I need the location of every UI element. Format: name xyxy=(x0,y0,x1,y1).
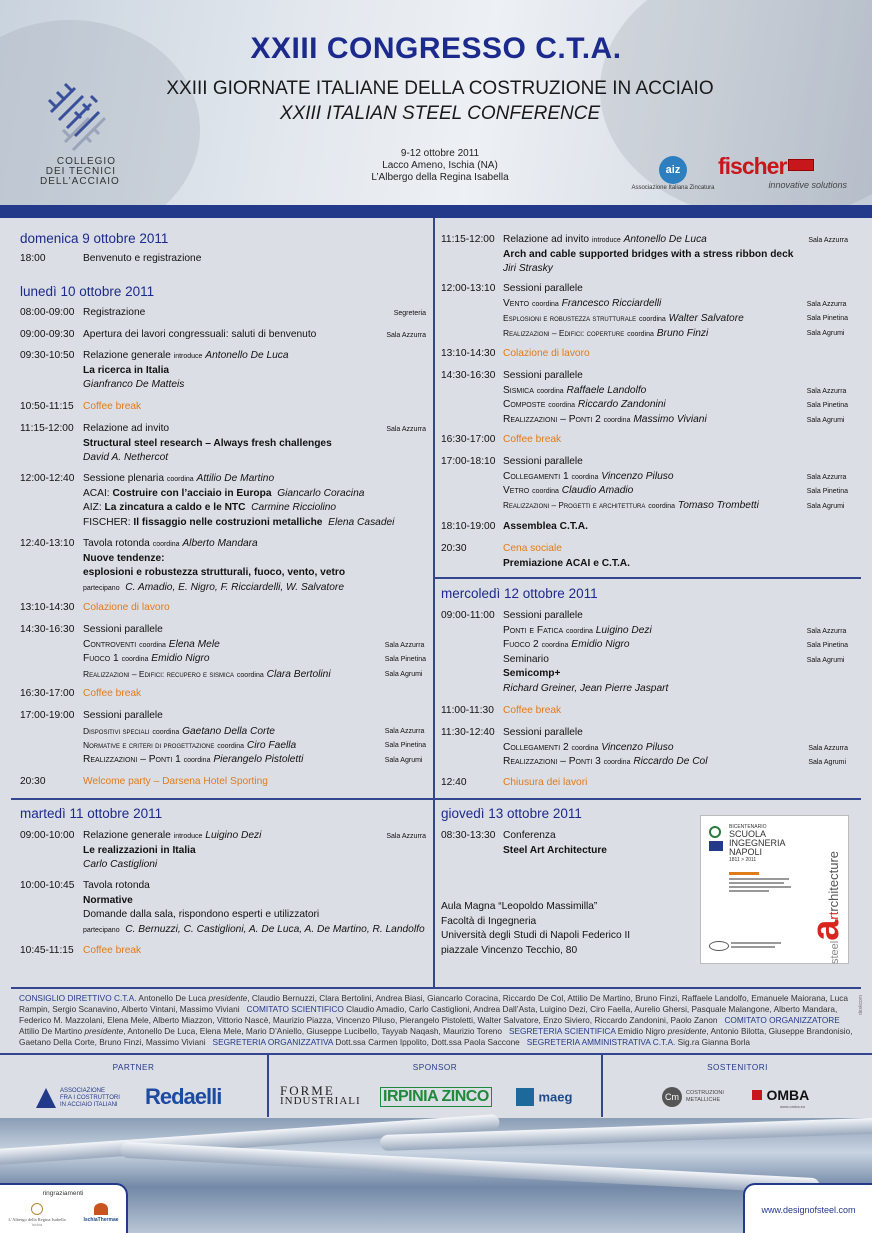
thermae-icon xyxy=(94,1203,108,1215)
event-place: Lacco Ameno, Ischia (NA) xyxy=(382,160,498,171)
subtitle-italian: XXIII GIORNATE ITALIANE DELLA COSTRUZIONE IN ACCIAIO xyxy=(166,78,714,99)
fischer-badge-icon xyxy=(788,159,814,171)
partner-label: PARTNER xyxy=(112,1063,155,1072)
poster-small-text xyxy=(729,872,799,892)
fischer-wordmark: fischer xyxy=(718,153,787,179)
header-banner xyxy=(0,0,872,205)
redaelli-logo: Redaelli xyxy=(145,1084,222,1109)
designer-credit: deskcom xyxy=(858,994,864,1015)
event-venue: L’Albergo della Regina Isabella xyxy=(371,172,509,183)
day-title-wednesday: mercoledì 12 ottobre 2011 xyxy=(441,586,598,601)
aiz-logo-icon: aiz xyxy=(659,156,687,184)
fischer-tagline: innovative solutions xyxy=(768,180,847,190)
steel-art-architecture-poster: BICENTENARIO SCUOLA INGEGNERIA NAPOLI 1811 > 2011 steelartrchitecture xyxy=(700,815,849,964)
irpinia-zinco-logo: IRPINIA ZINCO xyxy=(380,1087,492,1107)
aiz-name: Associazione Italiana Zincatura xyxy=(631,185,715,191)
page-title: XXIII CONGRESSO C.T.A. xyxy=(250,32,622,65)
event-dates: 9-12 ottobre 2011 xyxy=(400,148,480,159)
website-box xyxy=(743,1183,872,1233)
sponsor-label: SPONSOR xyxy=(412,1063,458,1072)
subtitle-english: XXIII ITALIAN STEEL CONFERENCE xyxy=(279,103,601,124)
divider xyxy=(11,987,861,989)
maeg-logo: maeg xyxy=(516,1088,572,1106)
collegio-name: COLLEGIO DEI TECNICI DELL’ACCIAIO xyxy=(40,156,120,187)
day-title-thursday: giovedì 13 ottobre 2011 xyxy=(441,806,582,821)
website-link[interactable]: www.designofsteel.com xyxy=(761,1205,856,1215)
thanks-label: ringraziamenti xyxy=(42,1190,84,1197)
ischia-thermae-logo: IschiaThermae xyxy=(78,1203,124,1223)
footer-banner xyxy=(0,1118,872,1233)
maeg-icon xyxy=(516,1088,534,1106)
aiz-logo xyxy=(618,156,728,191)
event-info xyxy=(330,148,550,184)
day-title-sunday: domenica 9 ottobre 2011 xyxy=(20,231,169,246)
divider xyxy=(11,798,433,800)
divider xyxy=(0,1053,872,1055)
university-logo-icon xyxy=(709,826,725,866)
forme-industriali-logo: FORME INDUSTRIALI xyxy=(280,1083,361,1107)
divider xyxy=(435,798,861,800)
omba-logo: OMBA www.omba.eu xyxy=(752,1086,809,1109)
day-title-monday: lunedì 10 ottobre 2011 xyxy=(20,284,155,299)
art-architecture-lettering: steelartrchitecture xyxy=(805,850,847,964)
fischer-logo xyxy=(718,153,853,190)
committees: CONSIGLIO DIRETTIVO C.T.A. Antonello De Luca presidente, Claudio Bernuzzi, Clara Bertolini, Andrea Biasi, Giancarlo Coracina, Riccardo De Col, Attilio De Martino, Bruno Finzi, Raffaele Landolfo, Emanuele Maiorana, Luca Rampin, Sergio Scanavino, Alberto Vintani, Massimo Viviani COMITATO SCIENTIFICO Claudio Amadio, Carlo Castiglioni, Andrea Dall’Asta, Luigino Dezi, Ciro Faella, Aurelio Ghersi, Pasquale Malangone, Alberto Mandara, Federico M. Mazzolani, Elena Mele, Alberto Miazzon, Vittorio Nascè, Maurizio Piazza, Vincenzo Piluso, Pierangelo Pistoletti, Walter Salvatore, Enzo Siviero, Riccardo Zandonini, Paolo Zanon COMITATO ORGANIZZATORE Attilio De Martino presidente, Antonello De Luca, Elena Mele, Mario D’Aniello, Giuseppe Lucibello, Tayyab Naqash, Maurizio Toreno SEGRETERIA SCIENTIFICA Emidio Nigro presidente, Antonio Bilotta, Giuseppe Brandonisio, Gaetano Della Corte, Bruno Finzi, Massimo Viviani SEGRETERIA ORGANIZZATIVA Dott.ssa Carmen Ippolito, Dott.ssa Paola Saccone SEGRETERIA AMMINISTRATIVA C.T.A. Sig.ra Gianna Borla xyxy=(19,993,853,1047)
column-divider xyxy=(433,218,435,989)
omba-icon xyxy=(752,1090,762,1100)
header-band xyxy=(0,205,872,218)
collegio-logo-icon xyxy=(45,82,117,154)
seal-icon xyxy=(709,941,729,951)
day-title-tuesday: martedì 11 ottobre 2011 xyxy=(20,806,163,821)
sostenitori-label: SOSTENITORI xyxy=(707,1063,768,1072)
hotel-crest-icon xyxy=(31,1203,43,1215)
thanks-box xyxy=(0,1183,128,1233)
acai-icon xyxy=(36,1088,56,1108)
regina-isabella-logo: L’Albergo della Regina Isabella Ischia xyxy=(6,1203,68,1227)
divider xyxy=(435,577,861,579)
